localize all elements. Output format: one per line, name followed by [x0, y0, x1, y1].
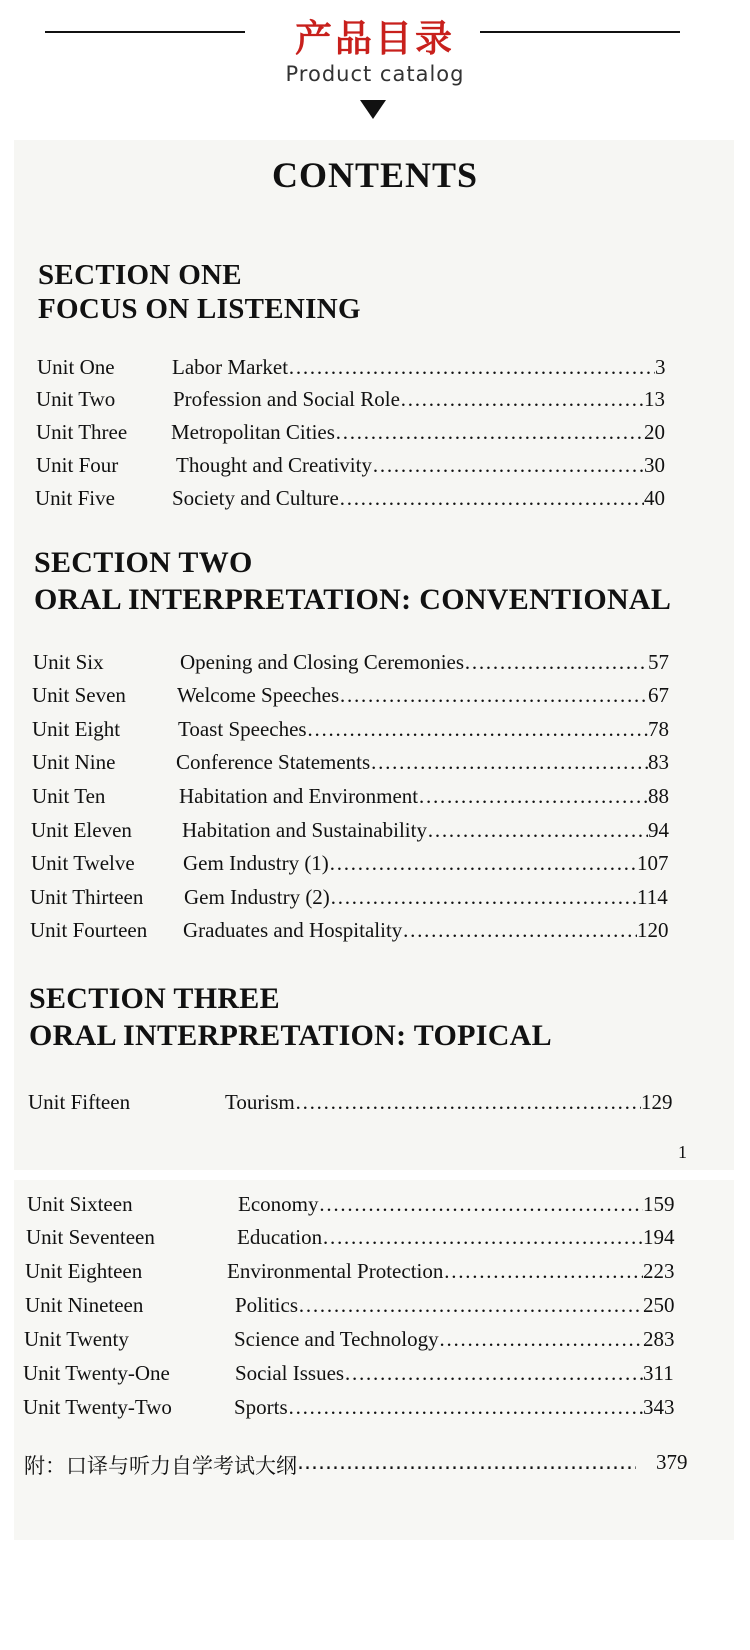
entry-page: 107 — [637, 851, 669, 875]
unit-label: Unit Eight — [32, 717, 121, 741]
entry-page: 283 — [643, 1327, 675, 1351]
catalog-title: 产品目录 — [295, 17, 455, 60]
unit-label: Unit Fourteen — [30, 918, 148, 942]
entry-title-with-leader — [183, 851, 637, 876]
contents-entry — [31, 851, 672, 881]
entry-title: Conference Statements — [176, 750, 371, 774]
contents-entry — [23, 1361, 678, 1391]
leader-dots — [339, 683, 648, 708]
entry-title-with-leader — [172, 486, 644, 511]
unit-label: Unit Twelve — [31, 851, 135, 875]
section-two-heading — [34, 544, 671, 618]
entry-page: 13 — [644, 387, 665, 411]
entry-title-with-leader — [176, 750, 648, 775]
leader-dots — [329, 851, 637, 876]
section-three-heading — [29, 980, 552, 1054]
entry-page: 129 — [641, 1090, 673, 1114]
unit-label: Unit Eighteen — [25, 1259, 143, 1283]
entry-title-with-leader — [184, 885, 637, 910]
entry-title: Sports — [234, 1395, 288, 1419]
entry-title-with-leader — [173, 387, 644, 412]
entry-page: 223 — [643, 1259, 675, 1283]
contents-entry — [31, 818, 672, 848]
entry-title: Metropolitan Cities — [171, 420, 335, 444]
entry-title-with-leader — [182, 818, 648, 843]
contents-entry — [36, 420, 668, 450]
leader-dots — [288, 355, 655, 380]
entry-title-with-leader — [234, 1327, 643, 1352]
entry-title: Gem Industry (2) — [184, 885, 330, 909]
catalog-subtitle: Product catalog — [285, 62, 465, 86]
entry-title: Toast Speeches — [178, 717, 307, 741]
entry-page: 311 — [643, 1361, 674, 1385]
entry-page: 250 — [643, 1293, 675, 1317]
entry-title-with-leader — [225, 1090, 641, 1115]
unit-label: Unit Four — [36, 453, 119, 477]
leader-dots — [344, 1361, 643, 1386]
entry-title-with-leader — [183, 918, 637, 943]
contents-entry — [26, 1225, 678, 1255]
section-name: ORAL INTERPRETATION: CONVENTIONAL — [34, 583, 672, 616]
contents-entry — [30, 885, 672, 915]
unit-label: Unit Seven — [32, 683, 126, 707]
contents-entry — [32, 750, 672, 780]
entry-title-with-leader — [179, 784, 648, 809]
unit-label: Unit Six — [33, 650, 104, 674]
leader-dots — [339, 486, 644, 511]
unit-label: Unit Five — [35, 486, 115, 510]
unit-label: Unit Thirteen — [30, 885, 144, 909]
contents-entry — [24, 1327, 678, 1357]
contents-entry — [35, 486, 668, 516]
unit-label: Unit Seventeen — [26, 1225, 155, 1249]
entry-page: 20 — [644, 420, 665, 444]
unit-label: Unit Nine — [32, 750, 116, 774]
leader-dots — [297, 1450, 636, 1480]
entry-title: Social Issues — [235, 1361, 345, 1385]
entry-title: Gem Industry (1) — [183, 851, 329, 875]
entry-page: 94 — [648, 818, 669, 842]
entry-title-with-leader — [176, 453, 644, 478]
entry-title: Welcome Speeches — [177, 683, 340, 707]
entry-title: Tourism — [225, 1090, 295, 1114]
leader-dots — [464, 650, 648, 675]
leader-dots — [402, 918, 637, 943]
contents-entry — [32, 784, 672, 814]
entry-title: Profession and Social Role — [173, 387, 400, 411]
entry-page: 67 — [648, 683, 669, 707]
entry-title-with-leader — [177, 683, 648, 708]
entry-page: 78 — [648, 717, 669, 741]
entry-page: 88 — [648, 784, 669, 808]
appendix-title: 附：口译与听力自学考试大纲 — [24, 1454, 297, 1478]
leader-dots — [298, 1293, 643, 1318]
entry-page: 114 — [637, 885, 668, 909]
contents-heading: CONTENTS — [271, 155, 479, 195]
entry-title: Environmental Protection — [227, 1259, 444, 1283]
entry-title-with-leader — [178, 717, 648, 742]
entry-title: Education — [237, 1225, 323, 1249]
entry-title-with-leader — [234, 1395, 643, 1420]
unit-label: Unit Nineteen — [25, 1293, 144, 1317]
entry-page: 57 — [648, 650, 669, 674]
triangle-down-icon — [360, 100, 386, 119]
section-label: SECTION THREE — [29, 982, 280, 1015]
entry-title: Opening and Closing Ceremonies — [180, 650, 465, 674]
leader-dots — [400, 387, 644, 412]
contents-entry — [28, 1090, 676, 1120]
unit-label: Unit Twenty-Two — [23, 1395, 172, 1419]
unit-label: Unit One — [37, 355, 115, 379]
leader-dots — [418, 784, 648, 809]
contents-entry — [37, 355, 668, 385]
unit-label: Unit Eleven — [31, 818, 132, 842]
entry-title-with-leader — [237, 1225, 643, 1250]
entry-title: Politics — [235, 1293, 299, 1317]
entry-title: Graduates and Hospitality — [183, 918, 403, 942]
contents-entry — [23, 1395, 678, 1425]
leader-dots — [330, 885, 637, 910]
entry-title: Habitation and Sustainability — [182, 818, 427, 842]
contents-entry — [36, 453, 668, 483]
entry-title: Thought and Creativity — [176, 453, 372, 477]
section-name: ORAL INTERPRETATION: TOPICAL — [29, 1019, 552, 1052]
entry-title-with-leader — [235, 1361, 643, 1386]
appendix-page: 379 — [656, 1450, 688, 1474]
entry-title: Labor Market — [172, 355, 289, 379]
contents-entry — [27, 1192, 678, 1222]
unit-label: Unit Three — [36, 420, 128, 444]
contents-entry — [33, 650, 672, 680]
leader-dots — [427, 818, 648, 843]
entry-title-with-leader — [235, 1293, 643, 1318]
contents-entry — [25, 1293, 678, 1323]
unit-label: Unit Two — [36, 387, 116, 411]
entry-title-with-leader — [172, 355, 655, 380]
section-label: SECTION ONE — [38, 259, 242, 291]
leader-dots — [443, 1259, 643, 1284]
entry-page: 40 — [644, 486, 665, 510]
entry-page: 3 — [655, 355, 666, 379]
entry-title: Habitation and Environment — [179, 784, 419, 808]
entry-title: Economy — [238, 1192, 319, 1216]
entry-page: 30 — [644, 453, 665, 477]
unit-label: Unit Sixteen — [27, 1192, 133, 1216]
contents-entry — [30, 918, 672, 948]
leader-dots — [439, 1327, 643, 1352]
entry-title: Science and Technology — [234, 1327, 439, 1351]
entry-page: 194 — [643, 1225, 675, 1249]
contents-entry — [32, 717, 672, 747]
leader-dots — [372, 453, 644, 478]
page-number: 1 — [678, 1142, 687, 1162]
unit-label: Unit Fifteen — [28, 1090, 131, 1114]
leader-dots — [370, 750, 648, 775]
leader-dots — [288, 1395, 643, 1420]
entry-title-with-leader — [227, 1259, 643, 1284]
entry-page: 83 — [648, 750, 669, 774]
leader-dots — [295, 1090, 641, 1115]
leader-dots — [335, 420, 644, 445]
unit-label: Unit Twenty — [24, 1327, 129, 1351]
leader-dots — [322, 1225, 643, 1250]
unit-label: Unit Ten — [32, 784, 106, 808]
entry-title-with-leader — [180, 650, 648, 675]
entry-page: 120 — [637, 918, 669, 942]
entry-title-with-leader — [171, 420, 644, 445]
entry-page: 343 — [643, 1395, 675, 1419]
contents-entry — [25, 1259, 678, 1289]
leader-dots — [307, 717, 648, 742]
entry-title: Society and Culture — [172, 486, 339, 510]
section-one-heading — [38, 258, 361, 326]
unit-label: Unit Twenty-One — [23, 1361, 170, 1385]
section-label: SECTION TWO — [34, 546, 253, 579]
appendix-row — [24, 1450, 704, 1480]
leader-dots — [318, 1192, 643, 1217]
entry-title-with-leader — [238, 1192, 643, 1217]
section-name: FOCUS ON LISTENING — [38, 293, 361, 325]
entry-page: 159 — [643, 1192, 675, 1216]
contents-entry — [36, 387, 668, 417]
contents-entry — [32, 683, 672, 713]
